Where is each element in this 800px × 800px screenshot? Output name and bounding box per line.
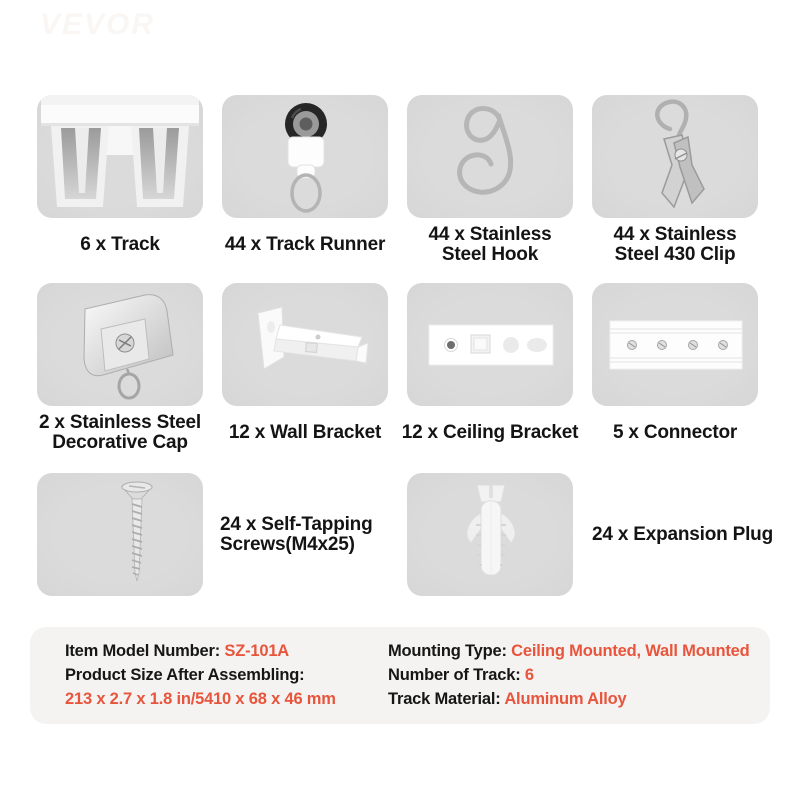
- part-label-line: 44 x Stainless: [428, 224, 552, 245]
- spec-value: 6: [524, 666, 534, 684]
- part-label-line: 24 x Expansion Plug: [592, 523, 773, 545]
- spec-number-of-track: [388, 663, 749, 687]
- part-label-line: 24 x Self-Tapping: [220, 513, 373, 535]
- spec-value: Aluminum Alloy: [504, 690, 627, 708]
- part-label-decorative-cap: [20, 409, 220, 457]
- spec-label: Item Model Number:: [65, 642, 225, 660]
- part-label-ceiling-bracket: [390, 409, 590, 457]
- part-label-line: Steel 430 Clip: [614, 244, 736, 265]
- connector-icon: [592, 283, 758, 406]
- part-label-track: [20, 221, 220, 269]
- tile-ceiling-bracket: [407, 283, 573, 406]
- clip-icon: [592, 95, 758, 218]
- ceiling-bracket-icon: [407, 283, 573, 406]
- spec-value: Ceiling Mounted, Wall Mounted: [511, 642, 750, 660]
- part-label-line: 5 x Connector: [612, 422, 738, 443]
- tile-track-runner: [222, 95, 388, 218]
- wall-bracket-icon: [222, 283, 388, 406]
- spec-product-size-value: [65, 687, 336, 711]
- spec-product-size-label: [65, 663, 336, 687]
- part-label-line: Screws(M4x25): [220, 533, 355, 555]
- screw-icon: [37, 473, 203, 596]
- part-label-line: 2 x Stainless Steel: [38, 412, 201, 433]
- part-label-line: 12 x Wall Bracket: [228, 422, 382, 443]
- part-label-line: 12 x Ceiling Bracket: [401, 422, 579, 443]
- tile-decorative-cap: [37, 283, 203, 406]
- spec-label: Track Material:: [388, 690, 505, 708]
- spec-label: Product Size After Assembling:: [65, 666, 305, 684]
- part-label-track-runner: [205, 221, 405, 269]
- part-label-line: Steel Hook: [441, 244, 539, 265]
- tile-wall-bracket: [222, 283, 388, 406]
- part-label-line: 44 x Stainless: [613, 224, 737, 245]
- tile-stainless-steel-hook: [407, 95, 573, 218]
- spec-label: Number of Track:: [388, 666, 525, 684]
- track-icon: [37, 95, 203, 218]
- decorative-cap-icon: [37, 283, 203, 406]
- specs-column-right: [388, 639, 749, 711]
- spec-mounting-type: [388, 639, 749, 663]
- part-label-connector: [575, 409, 775, 457]
- specs-column-left: [65, 639, 336, 711]
- part-label-line: 44 x Track Runner: [224, 234, 386, 255]
- part-label-wall-bracket: [205, 409, 405, 457]
- specs-panel: [30, 627, 770, 724]
- tile-self-tapping-screws: [37, 473, 203, 596]
- spec-value: 213 x 2.7 x 1.8 in/5410 x 68 x 46 mm: [65, 690, 336, 708]
- track-runner-icon: [222, 95, 388, 218]
- spec-track-material: [388, 687, 749, 711]
- spec-label: Mounting Type:: [388, 642, 512, 660]
- part-label-line: 6 x Track: [80, 234, 160, 255]
- part-label-stainless-steel-hook: [390, 221, 590, 269]
- spec-value: SZ-101A: [224, 642, 290, 660]
- part-label-stainless-steel-430-clip: [575, 221, 775, 269]
- hook-icon: [407, 95, 573, 218]
- brand-watermark: VEVOR: [40, 8, 156, 41]
- tile-connector: [592, 283, 758, 406]
- part-label-expansion-plug: [592, 473, 800, 596]
- part-label-line: Decorative Cap: [52, 432, 188, 453]
- part-label-self-tapping-screws: [220, 473, 440, 596]
- tile-track: [37, 95, 203, 218]
- spec-item-model-number: [65, 639, 336, 663]
- tile-stainless-steel-430-clip: [592, 95, 758, 218]
